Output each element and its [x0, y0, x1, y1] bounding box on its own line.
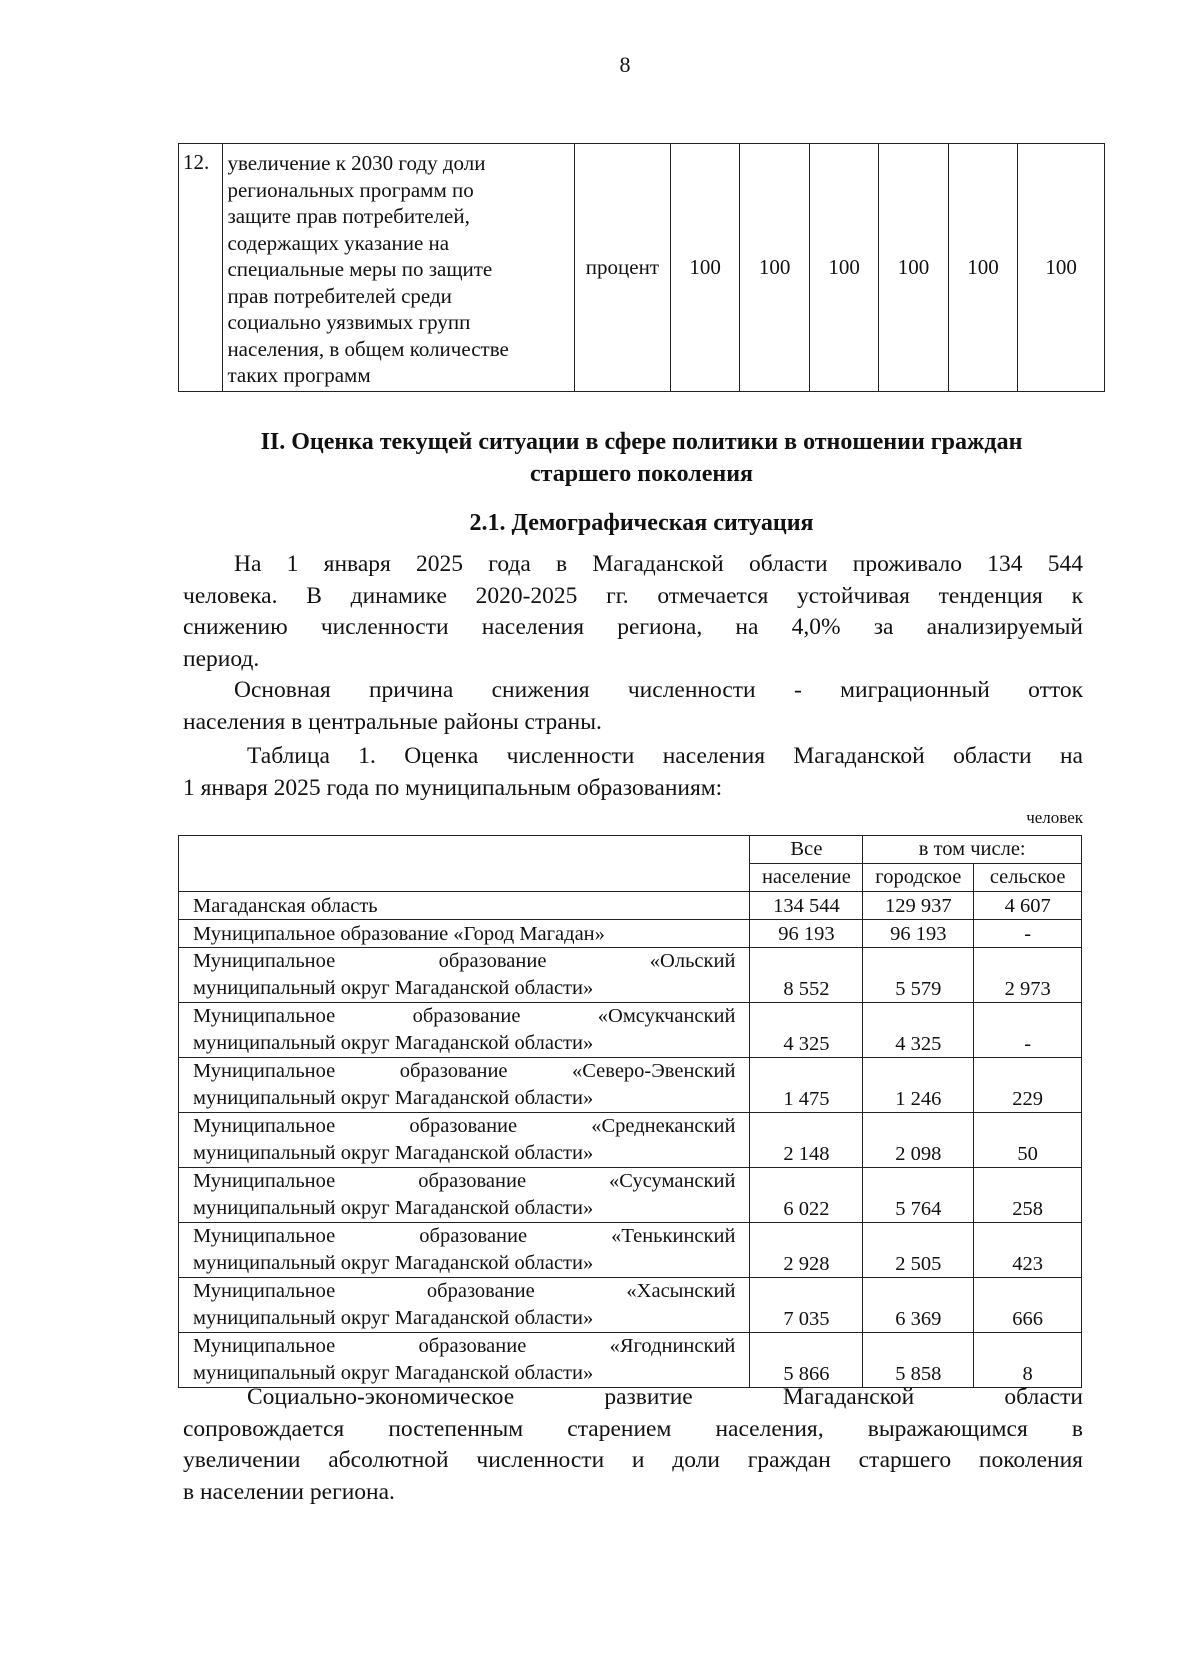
description-line: специальные меры по защите	[227, 257, 493, 281]
table-row	[179, 920, 1082, 948]
unit-cell: процент	[574, 144, 670, 392]
row-rural: 2 973	[974, 948, 1082, 1003]
caption-line: Таблица 1. Оценка численности населения Магаданской области на	[247, 743, 1083, 769]
row-urban: 1 246	[863, 1058, 974, 1113]
paragraph-line: Основная причина снижения численности - миграционный отток	[234, 677, 1083, 703]
table-row	[179, 144, 1105, 392]
header-all-line2: население	[750, 864, 863, 892]
row-urban: 96 193	[863, 920, 974, 948]
header-all: Все	[750, 836, 863, 864]
row-rural: 8	[974, 1333, 1082, 1388]
row-urban: 129 937	[863, 892, 974, 920]
row-rural: -	[974, 1003, 1082, 1058]
value-cell: 100	[740, 144, 809, 392]
row-rural: 229	[974, 1058, 1082, 1113]
caption-line: 1 января 2025 года по муниципальным образованиям:	[183, 774, 723, 801]
section-heading	[178, 426, 1105, 490]
row-total: 1 475	[750, 1058, 863, 1113]
row-name-line: муниципальный округ Магаданской области»	[193, 1252, 594, 1274]
row-urban: 6 369	[863, 1278, 974, 1333]
paragraph-line: увеличении абсолютной численности и доли граждан старшего поколения	[183, 1447, 1083, 1473]
table-row	[179, 1223, 1082, 1278]
value-cell: 100	[1018, 144, 1105, 392]
value-cell: 100	[948, 144, 1017, 392]
description-line: таких программ	[227, 363, 371, 387]
row-name-line: муниципальный округ Магаданской области»	[193, 977, 594, 999]
description-line: социально уязвимых групп	[227, 310, 471, 334]
paragraph-line: Социально-экономическое развитие Магаданской области	[247, 1384, 1083, 1410]
row-name-line: Муниципальное образование «Ягоднинский	[193, 1335, 736, 1357]
paragraph-population	[183, 549, 1083, 675]
paragraph-line: населения в центральные районы страны.	[183, 708, 602, 735]
value-cell: 100	[879, 144, 948, 392]
paragraph-line: в населении региона.	[183, 1478, 395, 1505]
row-name-line: Муниципальное образование «Хасынский	[193, 1280, 736, 1302]
row-name	[179, 1168, 750, 1223]
value-cell: 100	[809, 144, 878, 392]
row-urban: 5 858	[863, 1333, 974, 1388]
row-name-line: муниципальный округ Магаданской области»	[193, 1197, 594, 1219]
paragraph-line: период.	[183, 645, 260, 672]
row-total: 6 022	[750, 1168, 863, 1223]
row-name-line: Муниципальное образование «Северо-Эвенский	[193, 1060, 736, 1082]
row-name-line: Муниципальное образование «Сусуманский	[193, 1170, 736, 1192]
row-urban: 5 764	[863, 1168, 974, 1223]
table-row	[179, 1113, 1082, 1168]
row-name	[179, 1333, 750, 1388]
value-cell: 100	[670, 144, 739, 392]
section-heading-line: старшего поколения	[529, 461, 754, 487]
row-name-line: муниципальный округ Магаданской области»	[193, 1142, 594, 1164]
row-name	[179, 1278, 750, 1333]
row-name-line: Муниципальное образование «Среднеканский	[193, 1115, 736, 1137]
section-heading-line: II. Оценка текущей ситуации в сфере политики в отношении граждан	[260, 429, 1023, 455]
row-total: 4 325	[750, 1003, 863, 1058]
row-name-line: Муниципальное образование «Омсукчанский	[193, 1005, 736, 1027]
row-number: 12.	[179, 144, 223, 392]
row-total: 5 866	[750, 1333, 863, 1388]
row-name: Муниципальное образование «Город Магадан»	[179, 920, 750, 948]
row-urban: 2 505	[863, 1223, 974, 1278]
indicator-description	[223, 144, 574, 392]
table-row	[179, 1058, 1082, 1113]
table-row	[179, 1003, 1082, 1058]
row-rural: 423	[974, 1223, 1082, 1278]
row-name-line: муниципальный округ Магаданской области»	[193, 1307, 594, 1329]
indicator-table	[178, 143, 1105, 392]
description-line: содержащих указание на	[227, 230, 450, 255]
row-total: 134 544	[750, 892, 863, 920]
paragraph-line: На 1 января 2025 года в Магаданской области проживало 134 544	[234, 551, 1083, 577]
row-name-line: Муниципальное образование «Тенькинский	[193, 1225, 736, 1247]
row-urban: 5 579	[863, 948, 974, 1003]
population-table	[178, 835, 1082, 1388]
row-urban: 2 098	[863, 1113, 974, 1168]
paragraph-aging	[183, 1382, 1083, 1508]
table-row	[179, 1168, 1082, 1223]
row-rural: 666	[974, 1278, 1082, 1333]
units-label: человек	[1026, 808, 1083, 827]
table-row	[179, 948, 1082, 1003]
row-total: 2 928	[750, 1223, 863, 1278]
description-line: увеличение к 2030 году доли	[227, 151, 486, 175]
table-header-row	[179, 836, 1082, 864]
row-total: 7 035	[750, 1278, 863, 1333]
row-name	[179, 1058, 750, 1113]
description-line: защите прав потребителей,	[227, 204, 470, 228]
subsection-heading: 2.1. Демографическая ситуация	[469, 510, 814, 536]
row-urban: 4 325	[863, 1003, 974, 1058]
row-rural: -	[974, 920, 1082, 948]
row-name-line: муниципальный округ Магаданской области»	[193, 1032, 594, 1054]
row-name	[179, 1003, 750, 1058]
header-rural: сельское	[974, 864, 1082, 892]
description-line: прав потребителей среди	[227, 283, 452, 308]
row-name-line: муниципальный округ Магаданской области»	[193, 1087, 594, 1109]
row-rural: 4 607	[974, 892, 1082, 920]
description-line: населения, в общем количестве	[227, 336, 509, 361]
row-name	[179, 1223, 750, 1278]
paragraph-reason	[183, 675, 1083, 738]
row-rural: 258	[974, 1168, 1082, 1223]
paragraph-line: снижению численности населения региона, на 4,0% за анализируемый	[183, 614, 1083, 640]
header-urban: городское	[863, 864, 974, 892]
row-name	[179, 1113, 750, 1168]
table-row	[179, 892, 1082, 920]
page-number: 8	[619, 52, 631, 77]
table-row	[179, 1333, 1082, 1388]
row-name-line: Муниципальное образование «Ольский	[193, 950, 736, 972]
row-total: 8 552	[750, 948, 863, 1003]
paragraph-line: сопровождается постепенным старением населения, выражающимся в	[183, 1415, 1083, 1442]
row-total: 96 193	[750, 920, 863, 948]
row-rural: 50	[974, 1113, 1082, 1168]
table-row	[179, 1278, 1082, 1333]
row-name-line: муниципальный округ Магаданской области»	[193, 1362, 594, 1384]
row-total: 2 148	[750, 1113, 863, 1168]
paragraph-line: человека. В динамике 2020-2025 гг. отмечается устойчивая тенденция к	[183, 582, 1083, 609]
description-line: региональных программ по	[227, 177, 474, 202]
header-including: в том числе:	[863, 836, 1082, 864]
table-caption	[183, 741, 1083, 804]
header-empty-cell	[179, 836, 750, 892]
row-name: Магаданская область	[179, 892, 750, 920]
row-name	[179, 948, 750, 1003]
